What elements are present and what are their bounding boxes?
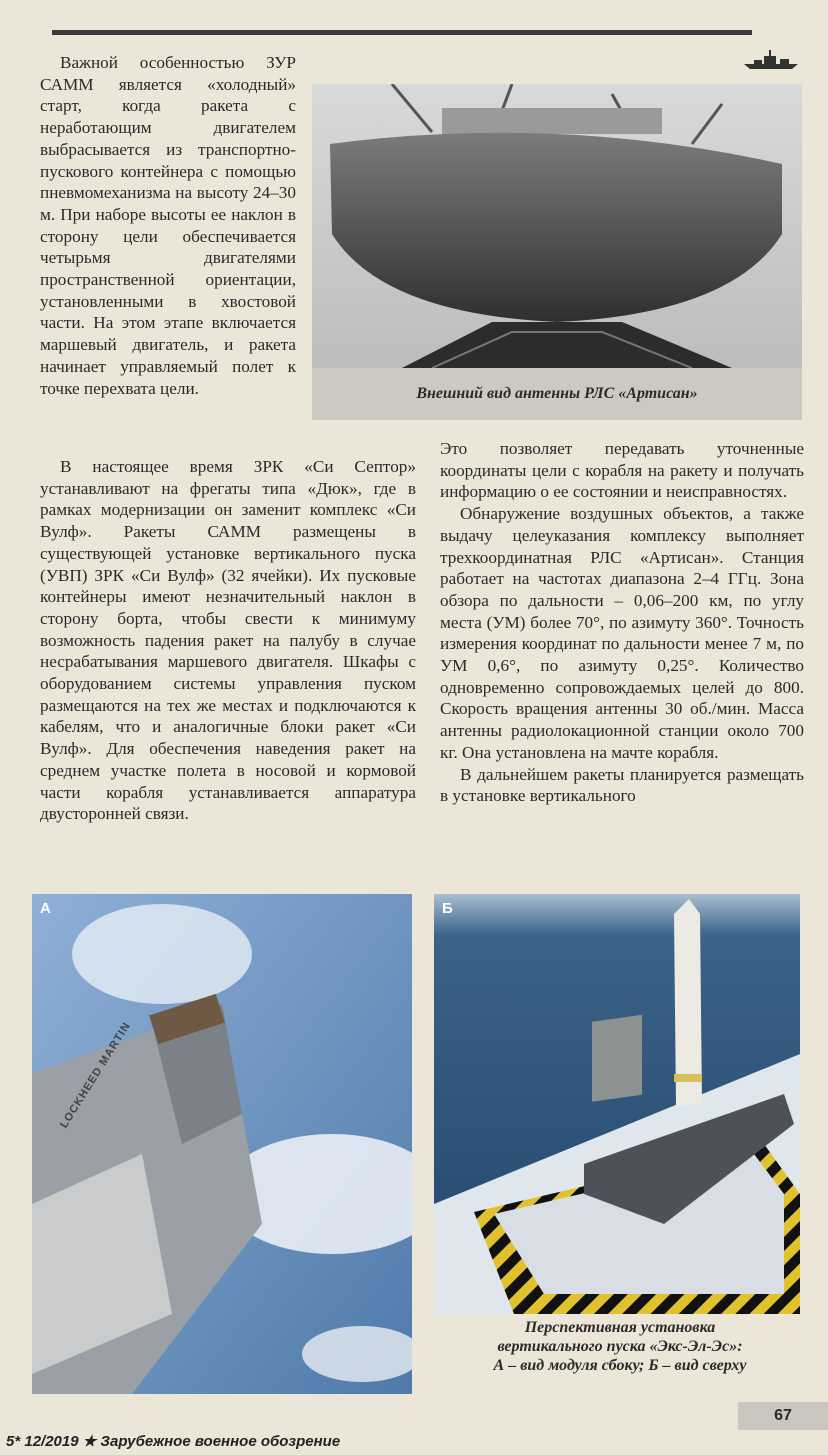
article-paragraph-4: Обнаружение воздушных объектов, а также выдачу целеуказания комплексу выполняет трехкоординатная РЛС «Артисан». Станция работает на частотах диапазона 2–4 ГГц. Зона обзора по дальности – 0,06–200 км, по углу места (УМ) более 70°, по азимуту 360°. Точность измерения координат по дальности менее 7 м, по УМ 0,6°, по азимуту 0,25°. Количество одновременно сопровождаемых целей до 800. Скорость вращения антенны 30 об./мин. Масса антенны радиолокационной станции около 700 кг. Она установлена на мачте корабля. <box>440 504 804 762</box>
launcher-top-view-photo <box>434 894 800 1314</box>
photo-label-a: А <box>40 900 51 917</box>
page-number: 67 <box>738 1402 828 1430</box>
article-column-bottom-left <box>40 456 416 825</box>
launcher-caption-line-1: Перспективная установка <box>524 1319 716 1336</box>
ship-silhouette-icon <box>742 48 800 70</box>
article-paragraph-5: В дальнейшем ракеты планируется размещать в установке вертикального <box>440 764 804 806</box>
radar-photo-caption: Внешний вид антенны РЛС «Артисан» <box>312 368 802 420</box>
container-marking-text: LOCKHEED MARTIN <box>58 1020 134 1131</box>
launcher-photo-caption <box>440 1318 800 1375</box>
photo-label-b: Б <box>442 900 453 917</box>
article-paragraph-1: Важной особенностью ЗУР САММ является «холодный» старт, когда ракета с неработающим двигателем выбрасывается из транспортно-пускового контейнера с помощью пневмомеханизма на высоту 24–30 м. При наборе высоты ее наклон в сторону цели обеспечивается четырьмя двигателями пространственной ориентации, установленными в хвостовой части. На этом этапе включается маршевый двигатель, и ракета начинает управляемый полет к точке перехвата цели. <box>40 53 296 398</box>
article-paragraph-3: Это позволяет передавать уточненные координаты цели с корабля на ракету и получать информацию о ее состоянии и неисправностях. <box>440 439 804 502</box>
radar-antenna-photo <box>312 84 802 368</box>
footer-issue-text: 5* 12/2019 ★ Зарубежное военное обозрение <box>6 1433 341 1450</box>
article-paragraph-2: В настоящее время ЗРК «Си Септор» устанавливают на фрегаты типа «Дюк», где в рамках модернизации он заменит комплекс «Си Вулф». Ракеты САММ размещены в существующей установке вертикального пуска (УВП) ЗРК «Си Вулф» (32 ячейки). Их пусковые контейнеры имеют незначительный наклон в сторону борта, чтобы свести к минимуму возможность падения ракет на палубу в случае несрабатывания маршевого двигателя. Шкафы с оборудованием системы управления пуском размещаются на тех же местах и подключаются к кабелям, что и аналогичные блоки ракет «Си Вулф». Для обеспечения наведения ракет на среднем участке полета в носовой и кормовой части корабля устанавливается аппаратура двусторонней связи. <box>40 457 416 824</box>
header-rule <box>52 30 752 35</box>
launcher-side-view-photo <box>32 894 412 1394</box>
launcher-caption-line-2: вертикального пуска «Экс-Эл-Эс»: <box>497 1338 743 1355</box>
article-column-top-left <box>40 52 296 399</box>
launcher-caption-line-3: А – вид модуля сбоку; Б – вид сверху <box>493 1357 747 1374</box>
article-column-right <box>440 438 804 807</box>
page-footer <box>0 1424 828 1455</box>
